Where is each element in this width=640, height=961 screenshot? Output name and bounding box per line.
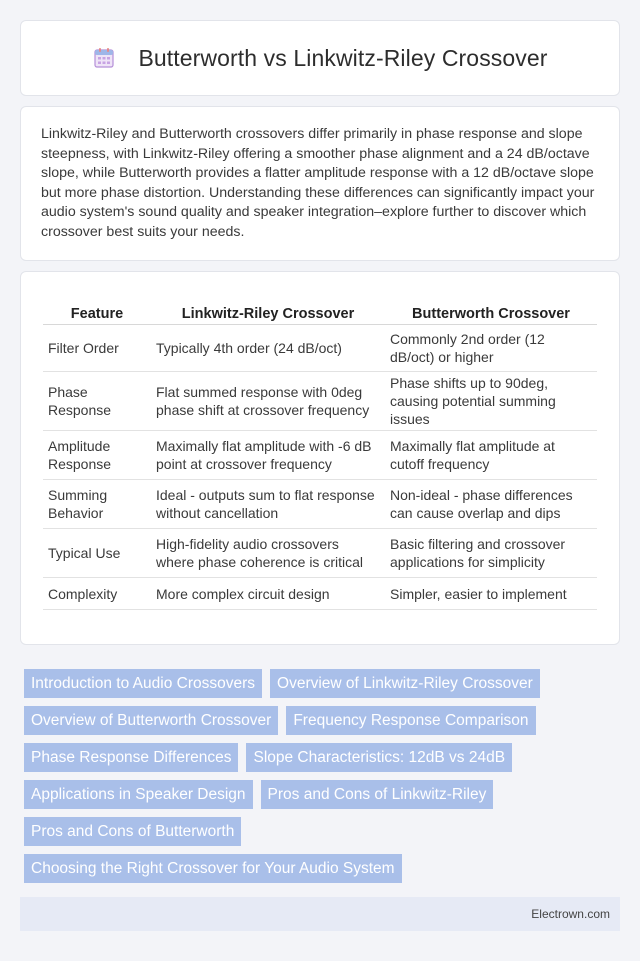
table-cell-butterworth: Phase shifts up to 90deg, causing potential summing issues <box>385 372 597 431</box>
table-cell-linkwitz-riley: More complex circuit design <box>151 578 385 610</box>
footer <box>20 897 620 931</box>
table-cell-feature: Summing Behavior <box>43 480 151 529</box>
table-cell-feature: Complexity <box>43 578 151 610</box>
tag-pros-and-cons-of-linkwitz-riley[interactable]: Pros and Cons of Linkwitz-Riley <box>261 780 494 809</box>
calendar-icon <box>92 46 116 70</box>
table-row <box>43 372 597 431</box>
table-cell-feature: Amplitude Response <box>43 431 151 480</box>
table-row <box>43 325 597 372</box>
table-cell-linkwitz-riley: High-fidelity audio crossovers where phase coherence is critical <box>151 529 385 578</box>
table-cell-butterworth: Simpler, easier to implement <box>385 578 597 610</box>
page-title: Butterworth vs Linkwitz-Riley Crossover <box>138 44 548 71</box>
table-cell-linkwitz-riley: Flat summed response with 0deg phase shift at crossover frequency <box>151 372 385 431</box>
table-cell-linkwitz-riley: Maximally flat amplitude with -6 dB point at crossover frequency <box>151 431 385 480</box>
tag-introduction-to-audio-crossovers[interactable]: Introduction to Audio Crossovers <box>24 669 262 698</box>
tag-row <box>24 854 620 883</box>
tag-row <box>24 817 620 846</box>
tag-row <box>24 743 620 772</box>
comparison-table <box>43 294 597 610</box>
tag-frequency-response-comparison[interactable]: Frequency Response Comparison <box>286 706 535 735</box>
title-card <box>20 20 620 96</box>
table-cell-butterworth: Non-ideal - phase differences can cause overlap and dips <box>385 480 597 529</box>
tag-row <box>24 706 620 735</box>
tag-pros-and-cons-of-butterworth[interactable]: Pros and Cons of Butterworth <box>24 817 241 846</box>
tag-row <box>24 669 620 698</box>
column-header-feature: Feature <box>43 294 151 325</box>
footer-brand: Electrown.com <box>531 907 610 921</box>
table-cell-feature: Phase Response <box>43 372 151 431</box>
column-header-linkwitz-riley: Linkwitz-Riley Crossover <box>151 294 385 325</box>
table-row <box>43 578 597 610</box>
tag-overview-of-linkwitz-riley-crossover[interactable]: Overview of Linkwitz-Riley Crossover <box>270 669 540 698</box>
intro-card <box>20 106 620 261</box>
table-cell-butterworth: Maximally flat amplitude at cutoff frequency <box>385 431 597 480</box>
comparison-table-card <box>20 271 620 645</box>
tag-applications-in-speaker-design[interactable]: Applications in Speaker Design <box>24 780 253 809</box>
table-cell-butterworth: Basic filtering and crossover applications for simplicity <box>385 529 597 578</box>
tag-choosing-the-right-crossover[interactable]: Choosing the Right Crossover for Your Audio System <box>24 854 402 883</box>
tag-row <box>24 780 620 809</box>
table-row <box>43 431 597 480</box>
column-header-butterworth: Butterworth Crossover <box>385 294 597 325</box>
tag-overview-of-butterworth-crossover[interactable]: Overview of Butterworth Crossover <box>24 706 278 735</box>
table-cell-feature: Typical Use <box>43 529 151 578</box>
tag-phase-response-differences[interactable]: Phase Response Differences <box>24 743 238 772</box>
table-cell-feature: Filter Order <box>43 325 151 372</box>
related-topics <box>24 669 620 891</box>
tag-slope-characteristics[interactable]: Slope Characteristics: 12dB vs 24dB <box>246 743 512 772</box>
intro-paragraph: Linkwitz-Riley and Butterworth crossovers differ primarily in phase response and slope steepness, with Linkwitz-Riley offering a smoother phase alignment and a 24 dB/octave slope, while Butterworth provides a flatter amplitude response with a 12 dB/octave slope but more phase distortion. Understanding these differences can significantly impact your audio system's sound quality and speaker integration–explore further to discover which crossover best suits your needs. <box>41 126 595 240</box>
table-cell-linkwitz-riley: Typically 4th order (24 dB/oct) <box>151 325 385 372</box>
table-cell-linkwitz-riley: Ideal - outputs sum to flat response without cancellation <box>151 480 385 529</box>
table-cell-butterworth: Commonly 2nd order (12 dB/oct) or higher <box>385 325 597 372</box>
table-header-row <box>43 294 597 325</box>
table-row <box>43 529 597 578</box>
table-row <box>43 480 597 529</box>
